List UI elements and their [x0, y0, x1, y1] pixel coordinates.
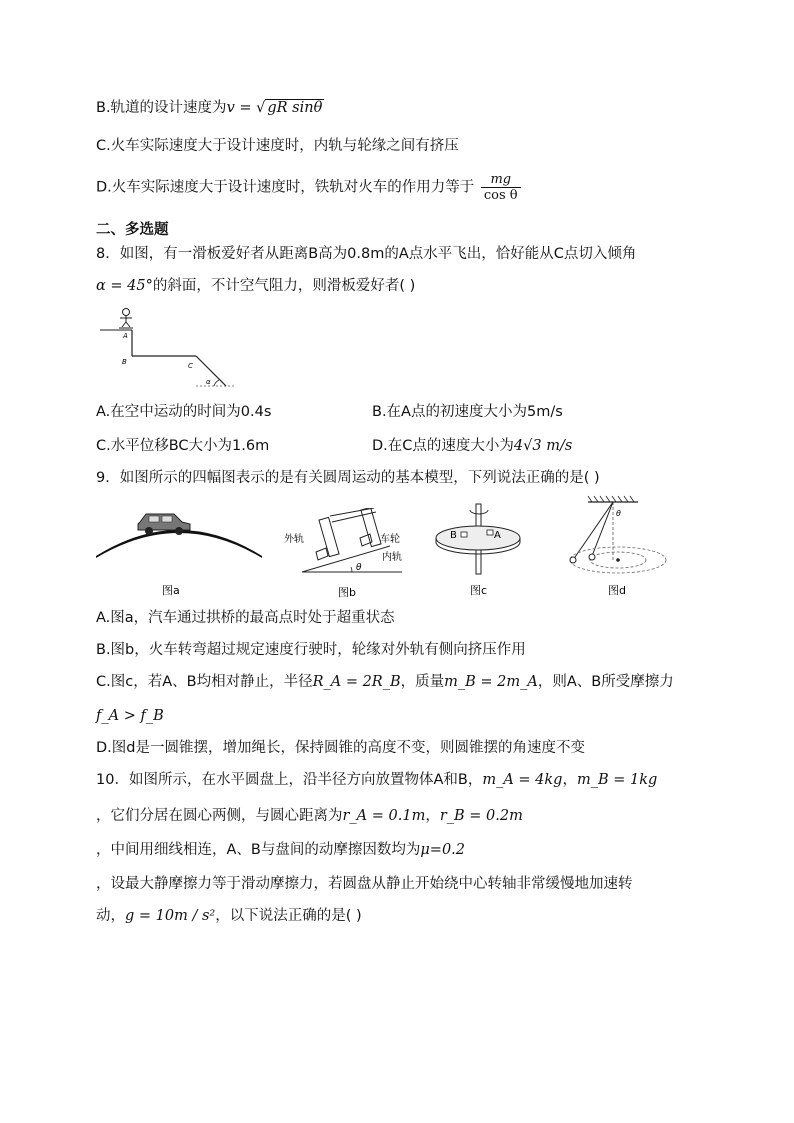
q10-sep1: ，: [562, 772, 577, 788]
label-outer-rail: 外轨: [284, 534, 304, 545]
q9-radius-formula: R_A = 2R_B: [312, 674, 401, 690]
q7-option-b-formula: v =: [226, 100, 252, 116]
q8-stem-text: 的斜面，不计空气阻力，则滑板爱好者( ): [152, 278, 416, 294]
label-c: C: [188, 362, 193, 370]
fraction-denominator: cos θ: [483, 188, 518, 203]
q10-line5: [96, 906, 362, 926]
q7-option-b-text: B.轨道的设计速度为: [96, 100, 227, 116]
sqrt-symbol: √ gR sinθ: [256, 100, 323, 116]
label-theta-d: θ: [616, 509, 621, 518]
q8-option-b: B.在A点的初速度大小为5m/s: [372, 404, 563, 420]
q9-figure-d: [558, 494, 676, 598]
q9-option-b: B.图b，火车转弯超过规定速度行驶时，轮缘对外轨有侧向挤压作用: [96, 642, 526, 658]
q8-figure: [96, 306, 236, 392]
q7-option-d-fraction: [481, 172, 521, 203]
q8-stem-line2: [96, 276, 415, 296]
q10-line5-text: 动，: [96, 908, 125, 924]
q10-line3-text: ，中间用细线相连，A、B与盘间的动摩擦因数均为: [96, 842, 421, 858]
q9-option-c-mid: ，质量: [400, 674, 445, 690]
q10-gravity: g = 10m / s²: [125, 908, 216, 924]
caption-c: 图c: [470, 584, 488, 597]
label-b: B: [122, 358, 127, 366]
q10-mu: μ=0.2: [420, 842, 466, 858]
q9-option-d: D.图d是一圆锥摆，增加绳长，保持圆锥的高度不变，则圆锥摆的角速度不变: [96, 740, 585, 756]
q9-figure-c: [430, 500, 530, 598]
fraction-numerator: mg: [481, 172, 521, 188]
q10-sep2: ，: [425, 808, 440, 824]
label-b-c: B: [450, 530, 457, 541]
q10-line2-text: ，它们分居在圆心两侧，与圆心距离为: [96, 808, 343, 824]
caption-b: 图b: [338, 586, 356, 598]
label-alpha: α: [206, 378, 211, 386]
q10-line2: [96, 806, 523, 826]
q7-option-b-radicand: gR sinθ: [267, 100, 323, 116]
q8-angle-formula: α = 45°: [96, 278, 153, 294]
q10-line1: [96, 770, 657, 790]
skateboarder-icon: [119, 309, 133, 329]
q8-option-d-formula: 4√3 m/s: [513, 438, 573, 454]
q10-radius-a: r_A = 0.1m: [342, 808, 426, 824]
label-a: A: [123, 332, 128, 340]
q9-figure-a: [94, 502, 264, 598]
q8-option-a: A.在空中运动的时间为0.4s: [96, 404, 272, 420]
q8-option-c: C.水平位移BC大小为1.6m: [96, 438, 270, 454]
label-theta-b: θ: [356, 563, 362, 573]
q9-mass-formula: m_B = 2m_A: [444, 674, 538, 690]
q9-option-c-cont: [96, 706, 164, 726]
q10-line5-end: ，以下说法正确的是( ): [215, 908, 362, 924]
q7-option-b: [96, 98, 324, 118]
q7-option-d-text: D.火车实际速度大于设计速度时，铁轨对火车的作用力等于: [96, 179, 475, 196]
caption-d: 图d: [608, 584, 626, 597]
q10-line4: ，设最大静摩擦力等于滑动摩擦力，若圆盘从静止开始绕中心转轴非常缓慢地加速转: [96, 876, 633, 892]
caption-a: 图a: [162, 584, 180, 597]
q8-option-d: [372, 436, 572, 456]
q10-mass-a: m_A = 4kg: [482, 772, 563, 788]
q8-option-d-text: D.在C点的速度大小为: [372, 438, 514, 454]
q9-stem: 9．如图所示的四幅图表示的是有关圆周运动的基本模型，下列说法正确的是( ): [96, 470, 600, 486]
q10-mass-b: m_B = 1kg: [576, 772, 658, 788]
label-a-c: A: [494, 530, 501, 541]
section-title: 二、多选题: [96, 222, 169, 238]
q7-option-d: [96, 172, 523, 203]
q10-line3: [96, 840, 465, 860]
label-wheel: 车轮: [380, 534, 400, 545]
q9-figure-b: [282, 508, 422, 598]
q9-option-c-end: ，则A、B所受摩擦力: [537, 674, 674, 690]
q9-option-c-text: C.图c，若A、B均相对静止，半径: [96, 674, 313, 690]
q9-friction-formula: f_A > f_B: [96, 708, 164, 724]
q9-option-a: A.图a，汽车通过拱桥的最高点时处于超重状态: [96, 610, 395, 626]
label-inner-rail: 内轨: [382, 552, 402, 563]
q10-radius-b: r_B = 0.2m: [439, 808, 523, 824]
q8-stem-line1: 8．如图，有一滑板爱好者从距离B高为0.8m的A点水平飞出，恰好能从C点切入倾角: [96, 246, 637, 262]
q9-option-c: [96, 672, 674, 692]
q7-option-c: C.火车实际速度大于设计速度时，内轨与轮缘之间有挤压: [96, 138, 459, 154]
q10-line1-text: 10．如图所示，在水平圆盘上，沿半径方向放置物体A和B，: [96, 772, 483, 788]
